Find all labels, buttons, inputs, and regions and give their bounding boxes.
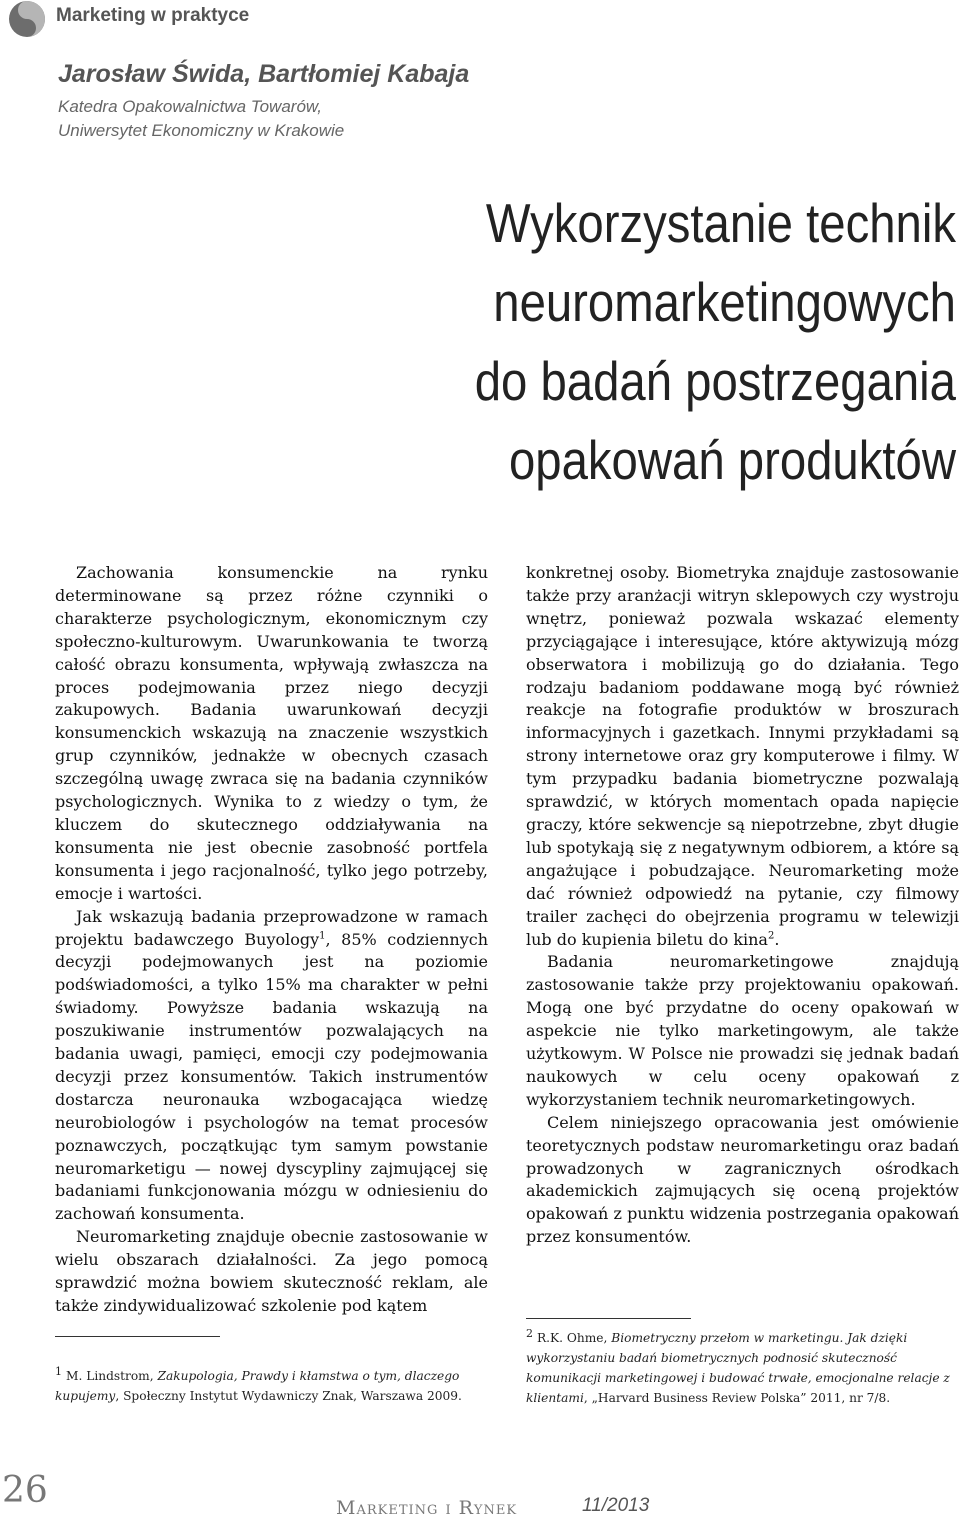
footnote-1 <box>55 1366 495 1406</box>
title-line: neuromarketingowych <box>493 271 956 333</box>
affiliation-line-2: Uniwersytet Ekonomiczny w Krakowie <box>58 121 345 140</box>
footnote-ref: 2 <box>767 930 775 942</box>
affiliation-line-1: Katedra Opakowalnictwa Towarów, <box>58 97 322 116</box>
footnote-author: R.K. Ohme, <box>537 1331 612 1345</box>
section-label: Marketing w praktyce <box>56 5 250 26</box>
footnote-title: Biometryczny przełom w marketingu. Jak dzięki wykorzystaniu badań biometrycznych podnosić skuteczność komunikacji marketingowej i budować trwałe, emocjonalne relacje z klientami <box>526 1331 950 1405</box>
footnote-divider <box>526 1318 691 1319</box>
paragraph <box>55 906 488 1227</box>
paragraph-text: Jak wskazują badania przeprowadzone w ramach projektu badawczego Buyology <box>55 906 488 949</box>
footnote-number: 1 <box>55 1364 62 1378</box>
title-line: do badań postrzegania <box>474 350 956 412</box>
paragraph: Zachowania konsumenckie na rynku determinowane są przez różne czynniki o charakterze psychologicznym, ekonomicznym czy społeczno-kulturowym. Uwarunkowania te tworzą całość obrazu konsumenta, wpływają zwłaszcza na proces podejmowania przez niego decyzji zakupowych. Badania uwarunkowań decyzji konsumenckich wskazują na znaczenie wszystkich grup czynników, jednakże w obecnych czasach szczególną uwagę zwraca się na badania czynników psychologicznych. Wynika to z wiedzy o tym, że kluczem do skutecznego oddziaływania na konsumenta nie jest obecnie zasobność portfela konsumenta i jego racjonalność, tylko jego potrzeby, emocje i wartości. <box>55 563 488 903</box>
title-line: opakowań produktów <box>508 429 956 491</box>
footnote-title: Zakupologia, Prawdy i kłamstwa o tym, dlaczego kupujemy <box>55 1369 460 1403</box>
paragraph: Badania neuromarketingowe znajdują zastosowanie także przy projektowaniu opakowań. Mogą one być przydatne do oceny opakowań w aspekcie nie tylko marketingowym, ale także użytkowym. W Polsce nie prowadzi się jednak badań naukowych w celu oceny opakowań z wykorzystaniem technik neuromarketingowych. <box>526 952 959 1109</box>
journal-logo-icon <box>8 0 46 38</box>
footnote-number: 2 <box>526 1326 533 1340</box>
body-column-left <box>55 562 488 1318</box>
footnote-publisher: , Społeczny Instytut Wydawniczy Znak, Warszawa 2009. <box>115 1389 462 1403</box>
article-authors: Jarosław Świda, Bartłomiej Kabaja <box>58 60 470 88</box>
paragraph: Celem niniejszego opracowania jest omówienie teoretycznych podstaw neuromarketingu oraz badań prowadzonych w zagranicznych ośrodkach akademickich zajmujących się oceną projektów opakowań z punktu widzenia postrzegania opakowań przez konsumentów. <box>526 1112 959 1247</box>
paragraph <box>526 562 959 951</box>
issue-number: 11/2013 <box>582 1495 650 1516</box>
footnote-author: M. Lindstrom, <box>66 1369 158 1383</box>
paragraph-text: konkretnej osoby. Biometryka znajduje zastosowanie także przy aranżacji witryn sklepowych czy wystroju wnętrz, ponieważ pozwala wskazać elementy przyciągające i interesujące, które aktywizują mózg obserwatora i mobilizują go do działania. Tego rodzaju badaniom poddawane mogą być również reakcje na fotografie produktów w broszurach informacyjnych i gazetkach. Innymi przykładami są strony internetowe oraz gry komputerowe i filmy. W tym przypadku badania biometryczne pozwalają sprawdzić, w których momentach opada napięcie graczy, które sekwencje są niepotrzebne, zbyt długie lub spotykają się z negatywnym odbiorem, a które są angażujące i pobudzające. Neuromarketing może dać również odpowiedź na pytanie, czy filmowy trailer zachęci do obejrzenia programu w telewizji lub do kupienia biletu do kina <box>526 563 959 949</box>
footnote-2 <box>526 1328 959 1408</box>
body-column-right <box>526 562 959 1249</box>
page-number: 26 <box>2 1470 48 1511</box>
footnote-divider <box>55 1336 220 1337</box>
title-line: Wykorzystanie technik <box>485 192 956 254</box>
paragraph-text: . <box>774 929 780 949</box>
article-title <box>406 184 956 500</box>
footnote-ref: 1 <box>319 930 326 942</box>
paragraph-text: , 85% codziennych decyzji podejmowanych jest na poziomie podświadomości, a tylko 15% ma charakter w pełni świadomy. Powyższe badania wskazują na poszukiwanie instrumentów pozwalających na badania uwagi, pamięci, emocji czy podejmowania decyzji przez konsumentów. Takich instrumentów dostarcza neuronauka wzbogacająca wiedzę neurobiologów i psychologów na temat procesów poznawczych, początkując tym samym powstanie neuromarketigu — nowej dyscypliny zajmującej się badaniami funkcjonowania mózgu w odniesieniu do zachowań konsumenta. <box>55 929 488 1224</box>
journal-name: Marketing i Rynek <box>336 1497 518 1519</box>
paragraph: Neuromarketing znajduje obecnie zastosowanie w wielu obszarach działalności. Za jego pomocą sprawdzić można bowiem skuteczność reklam, ale także zindywidualizować szkolenie pod kątem <box>55 1227 488 1315</box>
footnote-publisher: , „Harvard Business Review Polska” 2011, nr 7/8. <box>583 1391 891 1405</box>
